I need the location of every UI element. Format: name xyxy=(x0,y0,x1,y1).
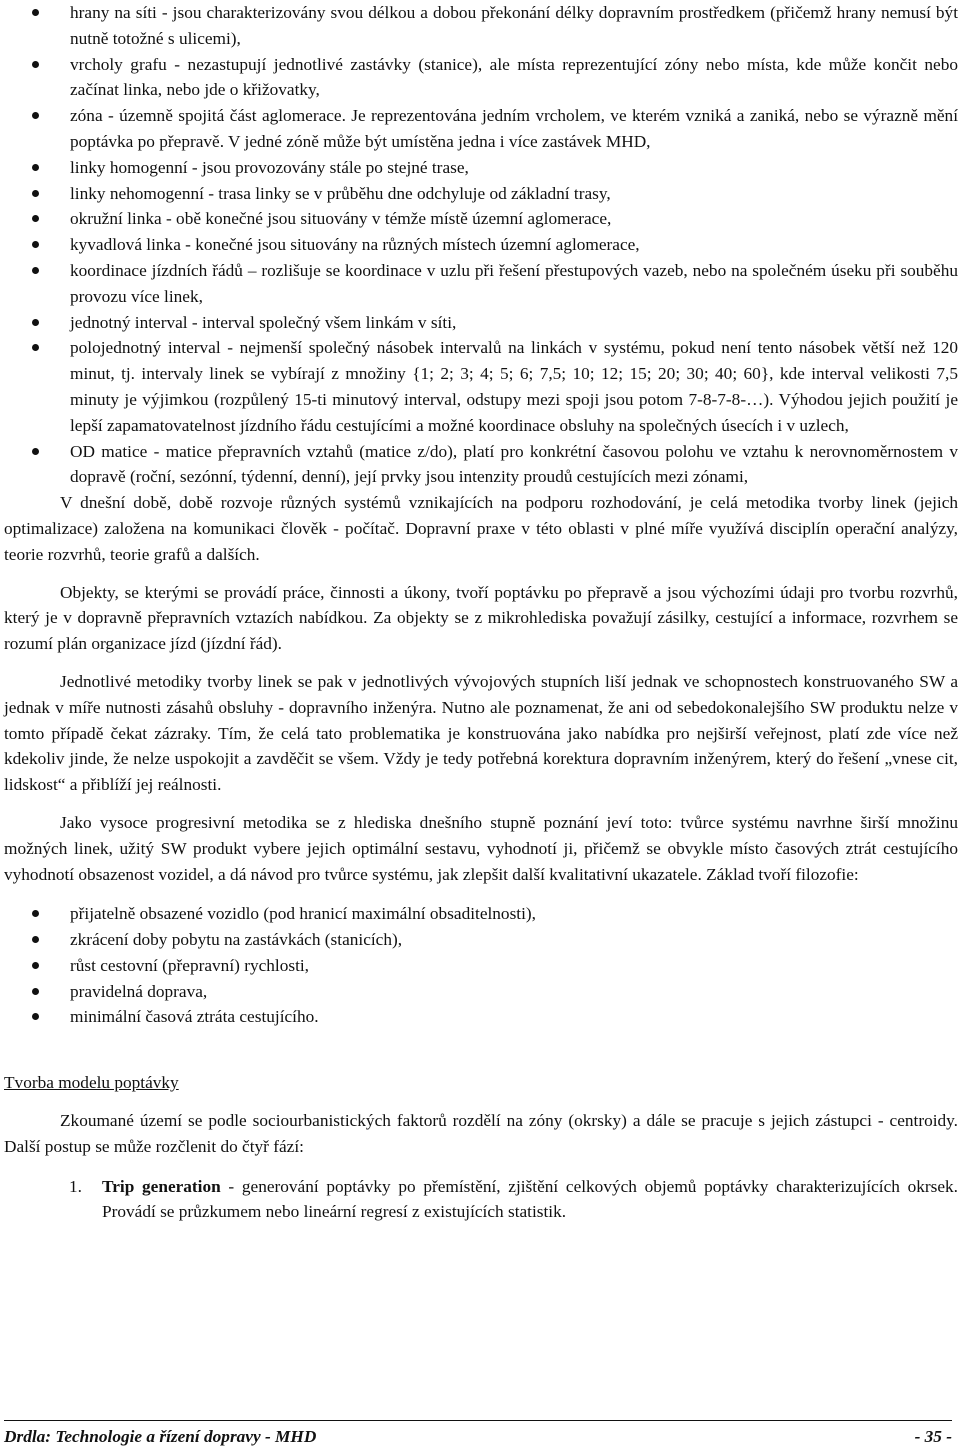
list-item: OD matice - matice přepravních vztahů (matice z/do), platí pro konkrétní časovou polohu ve vztahu k nerovnoměrnostem v dopravě (roční, sezónní, týdenní, denní), její prvky jsou intenzity proudů cestujících mezi zónami, xyxy=(70,439,958,491)
page-content xyxy=(4,0,958,1225)
section-heading: Tvorba modelu poptávky xyxy=(4,1073,179,1093)
paragraph: Jako vysoce progresivní metodika se z hlediska dnešního stupně poznání jeví toto: tvůrce systému navrhne širší množinu možných linek, užitý SW produkt vybere jejich optimální sestavu, vyhodnotí ji, přičemž se obvykle místo časových ztrát cestujícího vyhodnotí obsazenost vozidel, a dá návod pro tvůrce systému, jak zlepšit další kvalitativní ukazatele. Základ tvoří filozofie: xyxy=(4,812,958,884)
list-item: kyvadlová linka - konečné jsou situovány na různých místech územní aglomerace, xyxy=(70,232,958,258)
list-item: jednotný interval - interval společný všem linkám v síti, xyxy=(70,310,958,336)
step-term: Trip generation xyxy=(102,1176,221,1196)
list-item: zkrácení doby pobytu na zastávkách (stanicích), xyxy=(70,927,958,953)
step-number: 1. xyxy=(69,1176,82,1196)
step-item xyxy=(69,1174,958,1226)
page-number: - 35 - xyxy=(914,1427,952,1446)
step-text: - generování poptávky po přemístění, zjištění celkových objemů poptávky charakterizujících okrsek. Provádí se průzkumem nebo lineární regresí z existujících statistik. xyxy=(102,1176,958,1222)
list-item: pravidelná doprava, xyxy=(70,979,958,1005)
list-item: linky homogenní - jsou provozovány stále po stejné trase, xyxy=(70,155,958,181)
steps-list xyxy=(4,1174,958,1226)
list-item: přijatelně obsazené vozidlo (pod hranicí maximální obsaditelnosti), xyxy=(70,901,958,927)
section-intro: Zkoumané území se podle sociourbanistických faktorů rozdělí na zóny (okrsky) a dále se pracuje s jejich zástupci - centroidy. Další postup se může rozčlenit do čtyř fází: xyxy=(4,1111,958,1156)
list-item: okružní linka - obě konečné jsou situovány v témže místě územní aglomerace, xyxy=(70,206,958,232)
footer-title: Drdla: Technologie a řízení dopravy - MHD xyxy=(4,1427,317,1446)
list-item: růst cestovní (přepravní) rychlosti, xyxy=(70,953,958,979)
paragraph: Jednotlivé metodiky tvorby linek se pak v jednotlivých vývojových stupních liší jednak ve schopnostech konstruovaného SW a jednak v míře nutnosti zásahů obsluhy - dopravního inženýra. Nutno ale poznamenat, že ani od sebedokonalejšího SW produktu nelze v tomto případě čekat zázraky. Tím, že celá tato problematika je konstruována jako nabídka pro nejširší veřejnost, platí zde více než kdekoliv jinde, že nelze uspokojit a zavděčit se všem. Vždy je tedy potřebná korektura dopravním inženýrem, který do řešení „vnese cit, lidskost“ a přiblíží jej reálnosti. xyxy=(4,671,958,795)
list-item: hrany na síti - jsou charakterizovány svou délkou a dobou překonání délky dopravním prostředkem (přičemž hrany nemusí být nutně totožné s ulicemi), xyxy=(70,0,958,52)
list-item: polojednotný interval - nejmenší společný násobek intervalů na linkách v systému, pokud není tento násobek větší než 120 minut, tj. intervaly linek se vybírají z množiny {1; 2; 3; 4; 5; 6; 7,5; 10; 12; 15; 20; 30; 40; 60}, kde interval velikosti 7,5 minuty je výjimkou (rozpůlený 15-ti minutový interval, odstupy mezi spoji jsou potom 7-8-7-8-…). Výhodou jejich použití je lepší zapamatovatelnost jízdního řádu cestujícími a možné koordinace obsluhy na společných úsecích i v uzlech, xyxy=(70,335,958,438)
list-item: vrcholy grafu - nezastupují jednotlivé zastávky (stanice), ale místa reprezentující zóny nebo místa, kde může končit nebo začínat linka, nebo jde o křižovatky, xyxy=(70,52,958,104)
paragraph: Objekty, se kterými se provádí práce, činnosti a úkony, tvoří poptávku po přepravě a jsou výchozími údaji pro tvorbu rozvrhů, který je v dopravně přepravních vztazích nabídkou. Za objekty se z mikrohlediska považují zásilky, cestující a informace, rozvrhem se rozumí plán organizace jízd (jízdní řád). xyxy=(4,582,958,654)
list-item: koordinace jízdních řádů – rozlišuje se koordinace v uzlu při řešení přestupových vazeb, nebo na společném úseku při souběhu provozu více linek, xyxy=(70,258,958,310)
page-footer xyxy=(4,1420,952,1447)
list-item: minimální časová ztráta cestujícího. xyxy=(70,1004,958,1030)
philosophy-list xyxy=(4,901,958,1030)
list-item: linky nehomogenní - trasa linky se v průběhu dne odchyluje od základní trasy, xyxy=(70,181,958,207)
list-item: zóna - územně spojitá část aglomerace. Je reprezentována jedním vrcholem, ve kterém vzniká a zaniká, nebo se výrazně mění poptávka po přepravě. V jedné zóně může být umístěna jedna i více zastávek MHD, xyxy=(70,103,958,155)
definitions-list xyxy=(4,0,958,490)
paragraph: V dnešní době, době rozvoje různých systémů vznikajících na podporu rozhodování, je celá metodika tvorby linek (jejich optimalizace) založena na komunikaci člověk - počítač. Dopravní praxe v této oblasti v plné míře využívá disciplín operační analýzy, teorie rozvrhů, teorie grafů a dalších. xyxy=(4,493,958,564)
